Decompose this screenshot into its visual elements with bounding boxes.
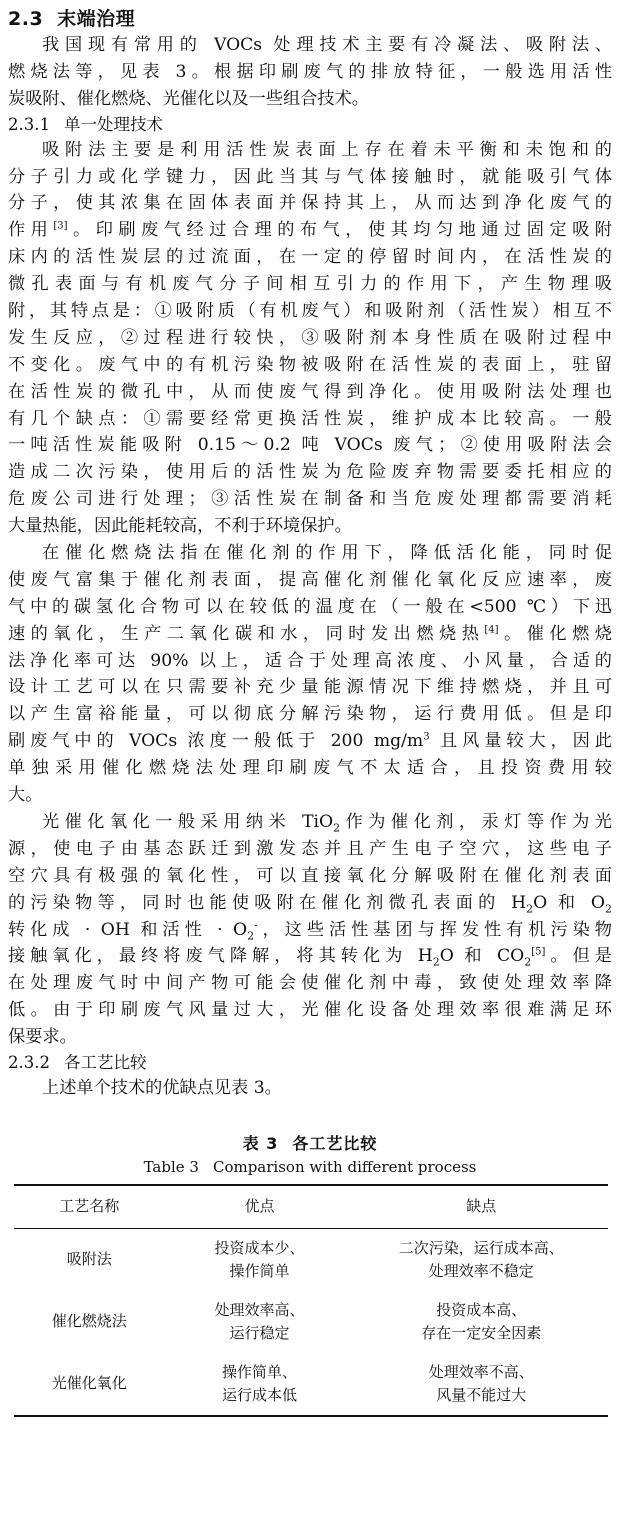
- text-line: 在催化燃烧法指在催化剂的作用下，降低活化能，同时促: [42, 543, 612, 564]
- table-title: 各工艺比较: [292, 1133, 378, 1153]
- text-line: 我国现有常用的 VOCs 处理技术主要有冷凝法、吸附法、: [42, 35, 612, 55]
- text-line: 气中的碳氢化合物可以在较低的温度在（一般在<500 ℃）下迅: [8, 596, 612, 617]
- text-line: 分子，使其浓集在固体表面并保持其上，从而达到净化废气的: [8, 193, 612, 214]
- text-line: 低。由于印刷废气风量过大，光催化设备处理效率很难满足环: [8, 1000, 612, 1021]
- table-row: [14, 1228, 608, 1291]
- table-row: [14, 1353, 608, 1416]
- process-name: 吸附法: [66, 1250, 112, 1269]
- comparison-table: [14, 1184, 608, 1417]
- section-heading: [8, 6, 612, 32]
- text-line: 在处理废气时中间产物可能会使催化剂中毒，致使处理效率降: [8, 973, 612, 994]
- intro-paragraph: [8, 32, 612, 113]
- table-header-row: [14, 1185, 608, 1229]
- table-row: [14, 1291, 608, 1353]
- process-name: 光催化氧化: [51, 1374, 127, 1393]
- text-line: 吸附法主要是利用活性炭表面上存在着未平衡和未饱和的: [42, 139, 612, 160]
- subscript: 2: [333, 821, 341, 835]
- paper-page: [8, 6, 612, 1417]
- process-name: 催化燃烧法: [51, 1312, 127, 1331]
- text-line: 大量热能，因此能耗较高，不利于环境保护。: [8, 516, 352, 537]
- text-line: 一吨活性炭能吸附 0.15～0.2 吨 VOCs 废气；②使用吸附法会: [8, 435, 612, 456]
- pros-cell: 处理效率高、 运行稳定: [214, 1300, 305, 1342]
- text-line: 光催化氧化一般采用纳米 TiO$_2$作为催化剂，汞灯等作为光: [42, 811, 612, 835]
- subscript: 2: [526, 902, 534, 916]
- text-line: 不变化。废气中的有机污染物被吸附在活性炭的表面上，驻留: [8, 354, 612, 375]
- cons-cell: 处理效率不高、 风量不能过大: [428, 1362, 534, 1404]
- subscript: 2: [524, 955, 532, 969]
- text-line: 空穴具有极强的氧化性，可以直接氧化分解吸附在催化剂表面: [8, 865, 612, 886]
- table-title-en: Comparison with different process: [212, 1157, 477, 1176]
- text-line: 源，使电子由基态跃迁到激发态并且产生电子空穴，这些电子: [8, 838, 612, 859]
- adsorption-paragraph: [8, 137, 612, 540]
- text-line: 有几个缺点：①需要经常更换活性炭，维护成本比较高。一般: [8, 408, 612, 429]
- text-line: 单独采用催化燃烧法处理印刷废气不太适合，且投资费用较: [8, 758, 612, 779]
- text-line: 危废公司进行处理；③活性炭在制备和当危废处理都需要消耗: [8, 489, 612, 510]
- text-line: 作用[3]。印刷废气经过合理的布气，使其均匀地通过固定吸附: [8, 220, 612, 241]
- table-number-en: Table 3: [143, 1157, 199, 1176]
- header-cell: 缺点: [466, 1197, 497, 1216]
- text-line: 炭吸附、催化燃烧、光催化以及一些组合技术。: [8, 88, 369, 109]
- compare-paragraph: [8, 1075, 612, 1102]
- table-caption-cn: [8, 1132, 612, 1156]
- table-number: 表 3: [242, 1133, 279, 1153]
- text-line: 床内的活性炭层的过流面，在一定的停留时间内，在活性炭的: [8, 247, 612, 268]
- header-cell: 优点: [244, 1197, 275, 1216]
- catalytic-paragraph: [8, 540, 612, 809]
- pros-cell: 投资成本少、 操作简单: [214, 1238, 305, 1280]
- cons-cell: 二次污染，运行成本高、 处理效率不稳定: [398, 1238, 564, 1280]
- section-number: 2.3: [8, 8, 44, 30]
- text-line: 上述单个技术的优缺点见表 3。: [42, 1077, 282, 1098]
- subsection-title: 单一处理技术: [63, 114, 163, 134]
- subsection-number: 2.3.1: [8, 114, 50, 134]
- cons-cell: 投资成本高、 存在一定安全因素: [421, 1300, 542, 1342]
- text-line: 刷废气中的 VOCs 浓度一般低于 200 $mg/m^3$ 且风量较大，因此: [8, 731, 612, 752]
- pros-cell: 操作简单、 运行成本低: [222, 1362, 298, 1404]
- text-line: 以产生富裕能量，可以彻底分解污染物，运行费用低。但是印: [8, 704, 612, 725]
- subscript: 2: [605, 902, 612, 916]
- subsection-title: 各工艺比较: [63, 1052, 147, 1072]
- text-line: 速的氧化，生产二氧化碳和水，同时发出燃烧热[4]。催化燃烧: [8, 623, 612, 644]
- subsection-heading-1: [8, 113, 612, 137]
- text-line: 接触氧化，最终将废气降解，将其转化为 $H_2O$ 和 $CO_2[5]$。但是: [8, 946, 612, 969]
- subsection-heading-2: [8, 1051, 612, 1075]
- text-line: 使废气富集于催化剂表面，提高催化剂催化氧化反应速率，废: [8, 569, 612, 590]
- text-line: 的污染物等，同时也能使吸附在催化剂微孔表面的 $H_2O$ 和 $O_2$: [8, 892, 612, 916]
- subsection-number: 2.3.2: [8, 1052, 50, 1072]
- header-cell: 工艺名称: [59, 1197, 120, 1216]
- text-line: 造成二次污染，使用后的活性炭为危险废弃物需要委托相应的: [8, 462, 612, 483]
- text-line: 在活性炭的微孔中，从而使废气得到净化。使用吸附法处理也: [8, 381, 612, 402]
- text-line: 保要求。: [8, 1027, 77, 1048]
- text-line: 发生反应，②过程进行较快，③吸附剂本身性质在吸附过程中: [8, 327, 612, 348]
- subscript: 2: [247, 928, 255, 942]
- text-line: 设计工艺可以在只需要补充少量能源情况下维持燃烧，并且可: [8, 677, 612, 698]
- photocatalysis-paragraph: [8, 809, 612, 1051]
- citation: [5]: [531, 946, 546, 958]
- superscript: 3: [423, 731, 430, 743]
- text-line: 法净化率可达 90% 以上，适合于处理高浓度、小风量，合适的: [8, 650, 612, 671]
- table-caption-en: [8, 1156, 612, 1178]
- text-line: 分子引力或化学键力，因此当其与气体接触时，就能吸引气体: [8, 166, 612, 187]
- text-line: 大。: [8, 785, 43, 806]
- citation: [4]: [484, 623, 499, 635]
- section-title: 末端治理: [57, 8, 136, 30]
- superscript: -: [254, 919, 258, 931]
- text-line: 燃烧法等，见表 3。根据印刷废气的排放特征，一般选用活性: [8, 61, 612, 82]
- text-line: 转化成 · OH 和活性 · $O_2^-$，这些活性基团与挥发性有机污染物: [8, 919, 612, 942]
- text-line: 微孔表面与有机废气分子间相互引力的作用下，产生物理吸: [8, 274, 612, 295]
- citation: [3]: [53, 220, 68, 232]
- subscript: 2: [432, 955, 440, 969]
- text-line: 附，其特点是：①吸附质（有机废气）和吸附剂（活性炭）相互不: [8, 301, 612, 322]
